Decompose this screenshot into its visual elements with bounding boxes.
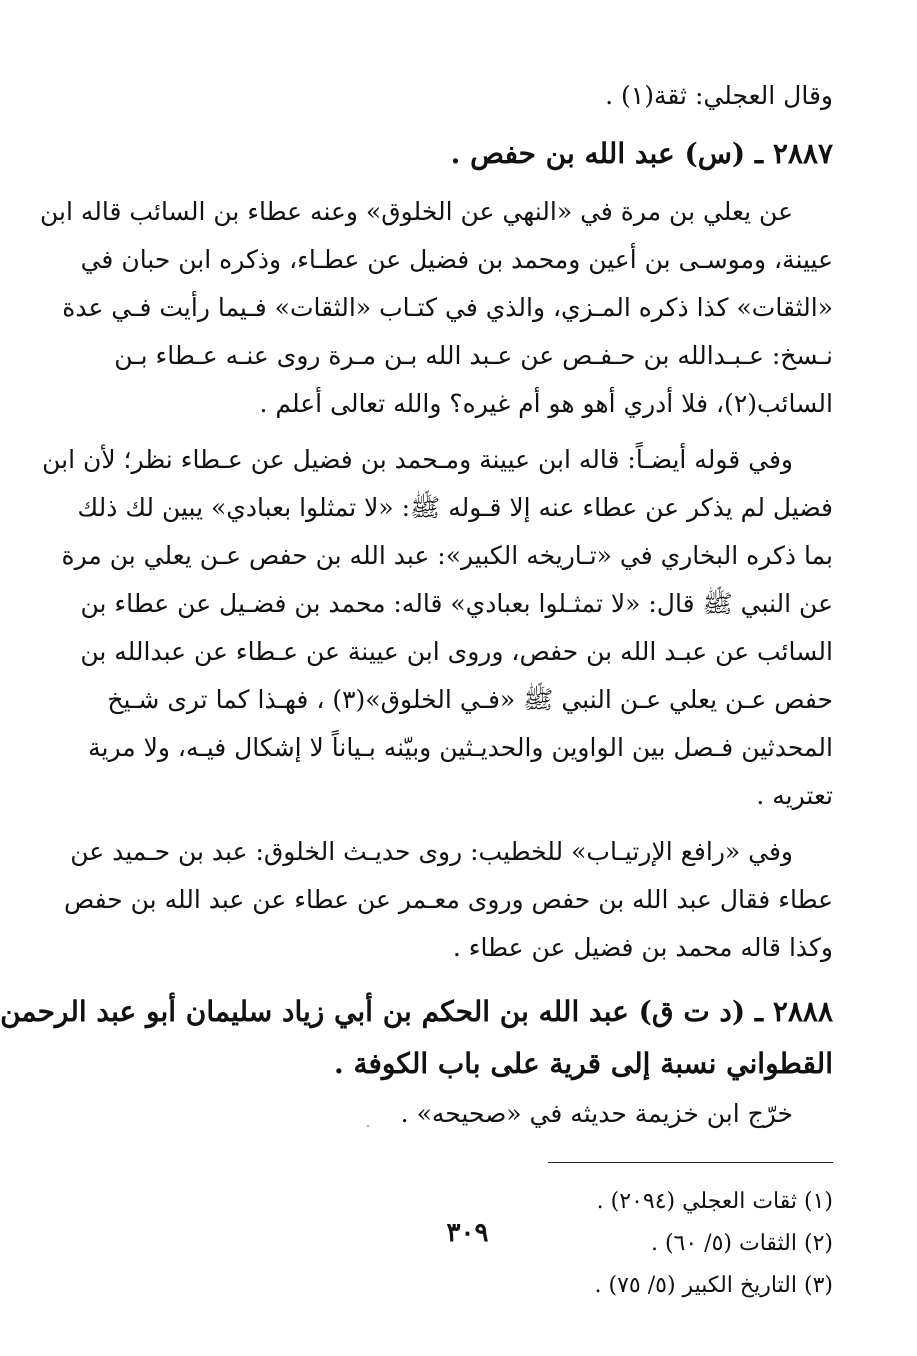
paragraph-line: نـسخ: عـبـدالله بن حـفـص عن عـبد الله بـن مـرة روى عنـه عـطاء بـن [114,341,833,370]
entry-2888-heading-line-1: ٢٨٨٨ ـ (د ت ق) عبد الله بن الحكم بن أبي زياد سليمان أبو عبد الرحمن [0,995,833,1028]
paragraph-line: السائب عن عبـد الله بن حفص، وروى ابن عيينة عن عـطاء عن عبدالله بن [80,637,833,666]
footnote-divider [548,1162,833,1163]
paragraph-line: فضيل لم يذكر عن عطاء عنه إلا قـوله ﷺ: «لا تمثلوا بعبادي» يبين لك ذلك [77,493,833,522]
paragraph-line: عن يعلي بن مرة في «النهي عن الخلوق» وعنه عطاء بن السائب قاله ابن [40,197,793,226]
entry-2887-paragraph-3 [63,828,833,972]
paragraph-line: وفي «رافع الإرتيـاب» للخطيب: روى حديـث الخلوق: عبد بن حـميد عن [70,837,793,866]
paragraph-line: عطاء فقال عبد الله بن حفص وروى معـمر عن عطاء عن عبد الله بن حفص [63,885,833,914]
opening-line: وقال العجلي: ثقة(١) . [605,81,833,110]
document-page [0,72,833,1298]
entry-2887-paragraph-2 [42,436,833,820]
print-speck [367,1125,369,1127]
paragraph-line: عيينة، وموسـى بن أعين ومحمد بن فضيل عن عطـاء، وذكره ابن حبان في [80,245,833,274]
footnote-1: (١) ثقات العجلي (٢٠٩٤) . [596,1189,833,1214]
paragraph-line: حفص عـن يعلي عـن النبي ﷺ «فـي الخلوق»(٣) ، فهـذا كما ترى شـيخ [107,685,833,714]
paragraph-line: بما ذكره البخاري في «تـاريخه الكبير»: عبد الله بن حفص عـن يعلي بن مرة [61,541,833,570]
paragraph-line: عن النبي ﷺ قال: «لا تمثـلوا بعبادي» قاله: محمد بن فضـيل عن عطاء بن [80,589,833,618]
entry-2888-paragraph: خرّج ابن خزيمة حديثه في «صحيحه» . [400,1099,793,1128]
paragraph-line: السائب(٢)، فلا أدري أهو هو أم غيره؟ والله تعالى أعلم . [259,389,833,418]
paragraph-line: المحدثين فـصل بين الواوين والحديـثين وبيّنه بـياناً لا إشكال فيـه، ولا مرية [88,733,833,762]
footnote-2: (٢) الثقات (٥/ ٦٠) . [650,1231,833,1256]
entry-2888-heading-line-2: القطواني نسبة إلى قرية على باب الكوفة . [334,1047,833,1080]
page-number: ٣٠٩ [446,1218,489,1248]
paragraph-line: وفي قوله أيضـاً: قاله ابن عيينة ومـحمد بن فضيل عن عـطاء نظر؛ لأن ابن [42,445,793,474]
paragraph-line: وكذا قاله محمد بن فضيل عن عطاء . [452,933,833,962]
paragraph-line: «الثقات» كذا ذكره المـزي، والذي في كتـاب «الثقات» فـيما رأيت فـي عدة [62,293,833,322]
paragraph-line: تعتريه . [756,781,833,810]
footnote-3: (٣) التاريخ الكبير (٥/ ٧٥) . [594,1273,833,1298]
entry-2887-heading: ٢٨٨٧ ـ (س) عبد الله بن حفص . [450,137,833,170]
entry-2887-paragraph-1 [40,188,833,428]
